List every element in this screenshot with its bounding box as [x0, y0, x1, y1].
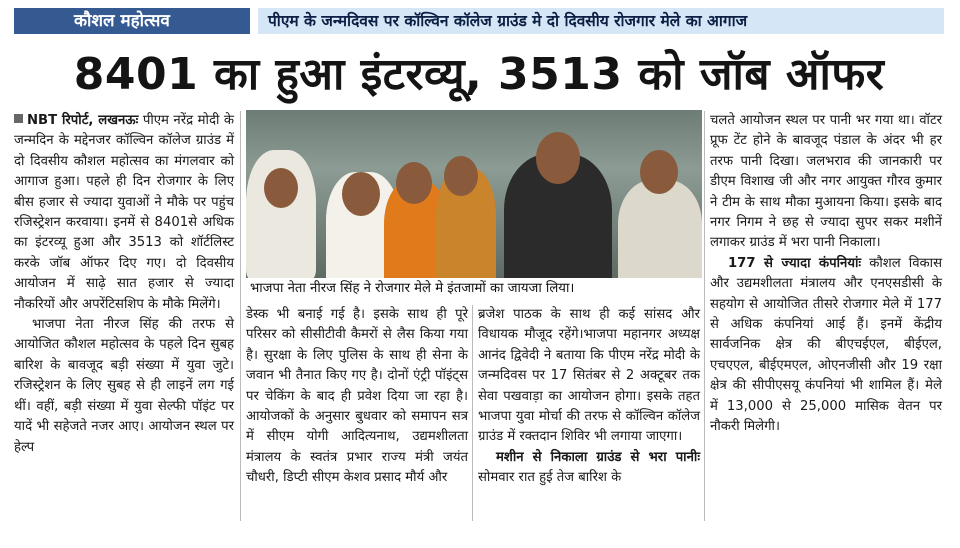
bullet-square-icon [14, 114, 23, 123]
column-divider [472, 305, 473, 521]
person-head [444, 156, 478, 196]
paragraph-text: कौशल विकास और उद्यमशीलता मंत्रालय और एनएसडीसी के सहयोग से आयोजित तीसरे रोजगार मेले में 177 से अधिक कंपनियां आई हैं। इनमें केंद्रीय सार्वजनिक क्षेत्र की बीएचईएल, बीईएल, एचएएल, बीईएमएल, ओएनजीसी और 19 रक्षा क्षेत्र की सीपीएसयू कंपनियां भी शामिल हैं। मेले में 13,000 से 25,000 मासिक वेतन पर नौकरी मिलेगी। [710, 255, 942, 435]
person-head [342, 172, 380, 216]
article-paragraph: चलते आयोजन स्थल पर पानी भर गया था। वॉटर प्रूफ टेंट होने के बावजूद पंडाल के अंदर भी हर तरफ पानी दिखा। जलभराव की जानकारी पर डीएम विशाख जी और नगर आयुक्त गौरव कुमार ने टीम के साथ मौका मुआयना किया। इसके बाद नगर निगम ने छह से ज्यादा सुपर सकर मशीनें लगाकर ग्राउंड में भरा पानी निकाला। [710, 113, 942, 251]
headline: 8401 का हुआ इंटरव्यू, 3513 को जॉब ऑफर [73, 49, 885, 100]
person-figure [618, 180, 702, 278]
article-column-3 [478, 305, 700, 489]
person-head [640, 150, 678, 194]
article-paragraph: डेस्क भी बनाई गई है। इसके साथ ही पूरे परिसर को सीसीटीवी कैमरों से लैस किया गया है। सुरक्षा के लिए पुलिस के साथ ही सेना के जवान भी तैनात किए गए है। दोनों एंट्री पॉइंट्स पर चेकिंग के बाद ही प्रवेश दिया जा रहा है। आयोजकों के अनुसार बुधवार को समापन सत्र में सीएम योगी आदित्यनाथ, उद्यमशीलता मंत्रालय के स्वतंत्र प्रभार राज्य मंत्री जयंत चौधरी, डिप्टी सीएम केशव प्रसाद मौर्य और [246, 307, 468, 486]
person-head [396, 162, 432, 204]
person-head [536, 132, 580, 184]
column-divider [704, 111, 705, 521]
article-column-1 [14, 111, 234, 458]
article-column-4 [710, 111, 942, 438]
article-paragraph [14, 111, 234, 315]
topbar [14, 8, 944, 34]
paragraph-text: सोमवार रात हुई तेज बारिश के [478, 470, 622, 486]
kicker: पीएम के जन्मदिवस पर कॉल्विन कॉलेज ग्राउंड मे दो दिवसीय रोजगार मेले का आगाज [258, 8, 944, 34]
news-photo [246, 110, 702, 278]
subhead: 177 से ज्यादा कंपनियांः [728, 255, 862, 271]
dateline: NBT रिपोर्ट, लखनऊः [27, 113, 139, 128]
article-paragraph: भाजपा नेता नीरज सिंह की तरफ से आयोजित कौशल महोत्सव के पहले दिन सुबह बारिश के बावजूद बड़ी संख्या में युवा जुटे। रजिस्ट्रेशन के लिए सुबह से ही लाइनें लग गई थीं। वहीं, बड़ी संख्या में युवा सेल्फी पॉइंट पर यादें भी सहेजते नजर आए। आयोजन स्थल पर हेल्प [14, 317, 234, 455]
section-tag: कौशल महोत्सव [14, 8, 250, 34]
article-paragraph: ब्रजेश पाठक के साथ ही कई सांसद और विधायक मौजूद रहेंगे।भाजपा महानगर अध्यक्ष आनंद द्विवेदी ने बताया कि पीएम नरेंद्र मोदी के जन्मदिवस पर 17 सितंबर से 2 अक्टूबर तक सेवा पखवाड़ा का आयोजन होगा। इसके तहत भाजपा युवा मोर्चा की तरफ से कॉल्विन कॉलेज ग्राउंड में रक्तदान शिविर भी लगाया जाएगा। [478, 307, 700, 445]
subhead: मशीन से निकाला ग्राउंड से भरा पानीः [496, 449, 700, 465]
column-divider [240, 111, 241, 521]
photo-caption: भाजपा नेता नीरज सिंह ने रोजगार मेले मे इंतजामों का जायजा लिया। [250, 281, 575, 296]
paragraph-text: पीएम नरेंद्र मोदी के जन्मदिन के मद्देनजर कॉल्विन कॉलेज ग्राउंड में दो दिवसीय कौशल महोत्सव का मंगलवार को आगाज हुआ। पहले ही दिन रोजगार के लिए बीस हजार से ज्यादा युवाओं ने मौके पर पहुंच रजिस्ट्रेशन करवाया। इनमें से 8401से अधिक का इंटरव्यू हुआ और 3513 को शॉर्टलिस्ट करके जॉब ऑफर दिए गए। दो दिवसीय आयोजन में साढ़े सात हजार से ज्यादा नौकरियों और अपरेंटिसशिप के मौके मिलेंगे। [14, 113, 234, 312]
article-paragraph [710, 254, 942, 438]
article-column-2 [246, 305, 468, 489]
article-paragraph [478, 448, 700, 489]
person-head [264, 168, 298, 208]
